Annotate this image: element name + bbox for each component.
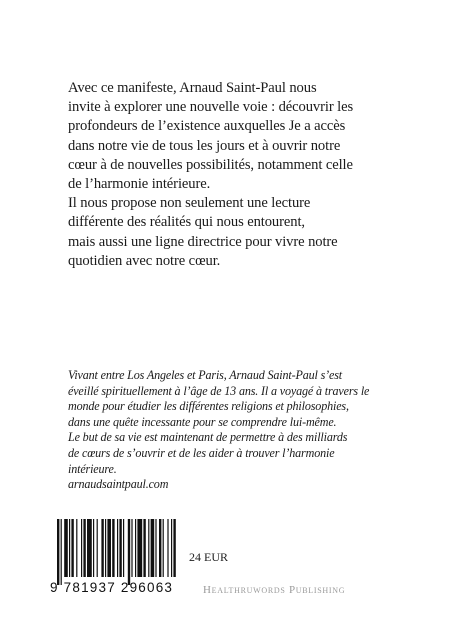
barcode-bar	[135, 519, 136, 577]
blurb-line: cœur à de nouvelles possibilités, notamment celle	[68, 156, 353, 173]
barcode-bar	[128, 519, 130, 585]
barcode-bar	[159, 519, 161, 577]
blurb-line: Avec ce manifeste, Arnaud Saint-Paul nous	[68, 80, 317, 96]
barcode-bar	[137, 519, 142, 577]
bio-line: dans une quête incessante pour se comprendre lui-même.	[68, 414, 337, 429]
blurb-line: dans notre vie de tous les jours et à ouvrir notre	[68, 137, 341, 154]
barcode-bar	[93, 519, 94, 577]
blurb-line: profondeurs de l’existence auxquelles Je a accès	[68, 118, 346, 135]
bio-line: Vivant entre Los Angeles et Paris, Arnaud Saint-Paul s’est	[68, 368, 343, 382]
barcode-bar	[163, 519, 164, 577]
author-website: arnaudsaintpaul.com	[68, 477, 169, 492]
price: 24 EUR	[189, 550, 228, 564]
bio-line: éveillé spirituellement à l’âge de 13 ans. Il a voyagé à travers le	[68, 383, 370, 398]
barcode-bar	[76, 519, 77, 577]
bio-line: monde pour étudier les différentes religions et philosophies,	[68, 399, 349, 414]
barcode-bar	[173, 519, 175, 577]
barcode-bar	[61, 519, 62, 585]
blurb-line: de l’harmonie intérieure.	[68, 176, 211, 193]
barcode-bar	[151, 519, 155, 577]
barcode-bar	[64, 519, 68, 577]
blurb-line: différente des réalités qui nous entourent,	[68, 214, 305, 231]
isbn-number: 9 781937 296063	[50, 580, 174, 595]
barcode-bar	[69, 519, 70, 577]
barcode-bar	[119, 519, 121, 577]
bio-line: de cœurs de s’ouvrir et de les aider à trouver l’harmonie	[68, 445, 335, 460]
barcode-bar	[57, 519, 59, 585]
blurb-line: quotidien avec notre cœur.	[68, 252, 221, 269]
barcode-bar	[167, 519, 168, 577]
barcode-bar	[112, 519, 114, 577]
bio-line: Le but de sa vie est maintenant de permettre à des milliards	[68, 430, 348, 445]
barcode-bar	[143, 519, 145, 577]
barcode-bar	[171, 519, 172, 577]
barcode-bar	[148, 519, 149, 577]
barcode-bar	[117, 519, 118, 577]
barcode-bar	[97, 519, 98, 577]
blurb-line: Il nous propose non seulement une lecture	[68, 195, 311, 212]
barcode-bar	[83, 519, 85, 577]
barcode-icon	[57, 519, 181, 585]
blurb-line: mais aussi une ligne directrice pour vivre notre	[68, 233, 338, 250]
isbn-barcode	[50, 519, 180, 599]
barcode-bar	[131, 519, 132, 577]
barcode-bar	[105, 519, 106, 577]
publisher-name: Healthruwords Publishing	[203, 584, 346, 596]
barcode-bar	[101, 519, 103, 577]
barcode-bar	[71, 519, 73, 577]
barcode-bar	[81, 519, 82, 577]
blurb-line: invite à explorer une nouvelle voie : découvrir les	[68, 99, 354, 116]
barcode-bar	[87, 519, 92, 577]
author-bio	[68, 368, 413, 493]
bio-line: intérieure.	[68, 461, 117, 476]
back-cover-blurb	[68, 79, 418, 271]
barcode-bar	[123, 519, 124, 577]
barcode-bar	[107, 519, 111, 577]
barcode-bar	[155, 519, 156, 577]
